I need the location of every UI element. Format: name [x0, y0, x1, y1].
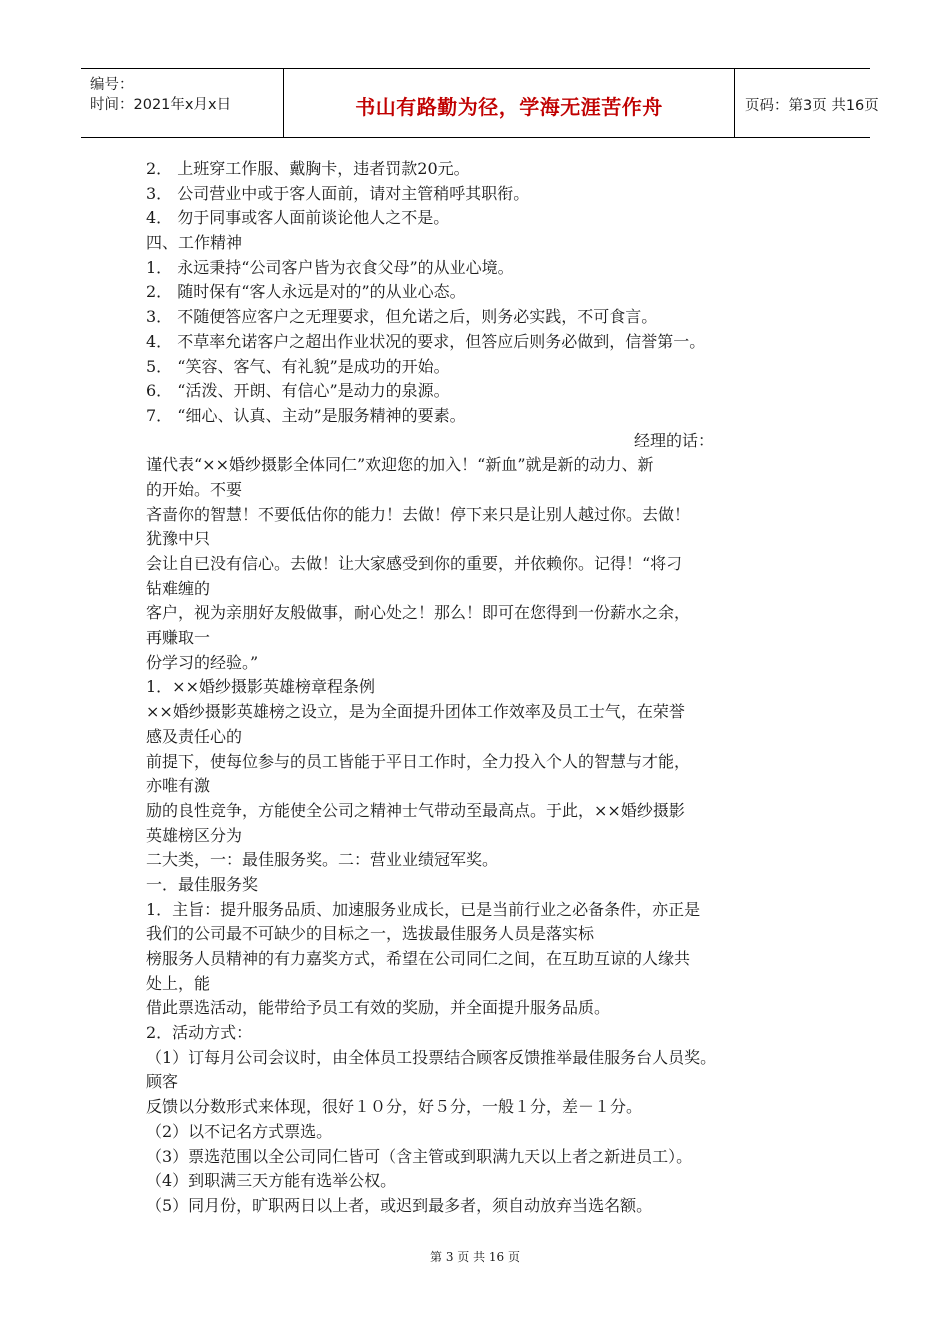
body-line: 2．活动方式： — [146, 1023, 253, 1043]
number-label: 编号： — [90, 77, 134, 93]
body-line: 吝啬你的智慧！不要低估你的能力！去做！停下来只是让别人越过你。去做！ — [146, 504, 691, 524]
body-line: 一．最佳服务奖 — [146, 874, 259, 894]
body-line: 经理的话： — [634, 430, 715, 450]
body-line: 1．××婚纱摄影英雄榜章程条例 — [146, 677, 375, 697]
body-line: 亦唯有激 — [146, 776, 211, 796]
body-line: 借此票选活动，能带给予员工有效的奖励，并全面提升服务品质。 — [146, 998, 611, 1018]
body-line: 会让自已没有信心。去做！让大家感受到你的重要，并依赖你。记得！“将刁 — [146, 554, 683, 573]
body-line: （2）以不记名方式票选。 — [146, 1121, 333, 1141]
body-line: 处上，能 — [146, 973, 211, 993]
page-number-label: 页码：第3页 共16页 — [745, 98, 879, 114]
body-line: 反馈以分数形式来体现，很好１０分，好５分，一般１分，差－１分。 — [146, 1097, 643, 1117]
body-line: 顾客 — [146, 1072, 179, 1092]
body-line: 2． 上班穿工作服、戴胸卡，违者罚款20元。 — [146, 159, 470, 178]
body-line: ××婚纱摄影英雄榜之设立，是为全面提升团体工作效率及员工士气，在荣誉 — [146, 702, 685, 722]
body-line: 励的良性竞争，方能使全公司之精神士气带动至最高点。于此，××婚纱摄影 — [146, 800, 685, 820]
header-left-cell — [81, 69, 283, 137]
body-line: 份学习的经验。” — [146, 652, 259, 672]
header-motto-cell — [283, 69, 735, 137]
body-line: 榜服务人员精神的有力嘉奖方式，希望在公司同仁之间，在互助互谅的人缘共 — [146, 949, 691, 968]
body-line: 四、工作精神 — [146, 233, 243, 253]
header-page-cell — [735, 69, 879, 137]
body-line: （4）到职满三天方能有选举公权。 — [146, 1171, 397, 1191]
body-line: 我们的公司最不可缺少的目标之一，选拔最佳服务人员是落实标 — [146, 924, 595, 944]
motto-text: 书山有路勤为径，学海无涯苦作舟 — [355, 95, 663, 119]
body-line: 感及责任心的 — [146, 726, 243, 746]
body-line: 1． 永远秉持“公司客户皆为衣食父母”的从业心境。 — [146, 257, 514, 277]
body-line: 3． 公司营业中或于客人面前，请对主管稍呼其职衔。 — [146, 183, 530, 203]
body-line: 4． 勿于同事或客人面前谈论他人之不是。 — [146, 208, 450, 228]
body-line: （3）票选范围以全公司同仁皆可（含主管或到职满九天以上者之新进员工）。 — [146, 1146, 693, 1166]
body-line: 谨代表“××婚纱摄影全体同仁”欢迎您的加入！“新血”就是新的动力、新 — [146, 455, 654, 475]
time-label: 时间：2021年x月x日 — [90, 97, 232, 113]
body-line: 6． “活泼、开朗、有信心”是动力的泉源。 — [146, 381, 450, 401]
body-line: 二大类，一：最佳服务奖。二：营业业绩冠军奖。 — [146, 850, 499, 870]
body-line: 5． “笑容、客气、有礼貌”是成功的开始。 — [146, 356, 450, 376]
body-line: 2． 随时保有“客人永远是对的”的从业心态。 — [146, 282, 466, 302]
body-line: 7． “细心、认真、主动”是服务精神的要素。 — [146, 405, 466, 425]
body-line: （5）同月份，旷职两日以上者，或迟到最多者，须自动放弃当选名额。 — [146, 1195, 653, 1215]
body-line: 4． 不草率允诺客户之超出作业状况的要求，但答应后则务必做到，信誉第一。 — [146, 331, 706, 351]
body-line: 前提下，使每位参与的员工皆能于平日工作时，全力投入个人的智慧与才能， — [146, 751, 691, 771]
body-line: 再赚取一 — [146, 628, 211, 648]
body-line: 3． 不随便答应客户之无理要求，但允诺之后，则务必实践，不可食言。 — [146, 307, 658, 327]
page-footer: 第 3 页 共 16 页 — [430, 1250, 520, 1264]
body-line: （1）订每月公司会议时，由全体员工投票结合顾客反馈推举最佳服务台人员奖。 — [146, 1047, 717, 1067]
body-line: 钻难缠的 — [146, 578, 211, 598]
document-body — [146, 157, 826, 1219]
body-line: 犹豫中只 — [146, 529, 211, 549]
body-line: 1．主旨：提升服务品质、加速服务业成长，已是当前行业之必备条件，亦正是 — [146, 899, 701, 919]
body-line: 的开始。不要 — [146, 479, 243, 499]
body-line: 英雄榜区分为 — [146, 825, 243, 845]
document-header — [81, 68, 879, 138]
body-line: 客户，视为亲朋好友般做事，耐心处之！那么！即可在您得到一份薪水之余， — [146, 603, 691, 623]
